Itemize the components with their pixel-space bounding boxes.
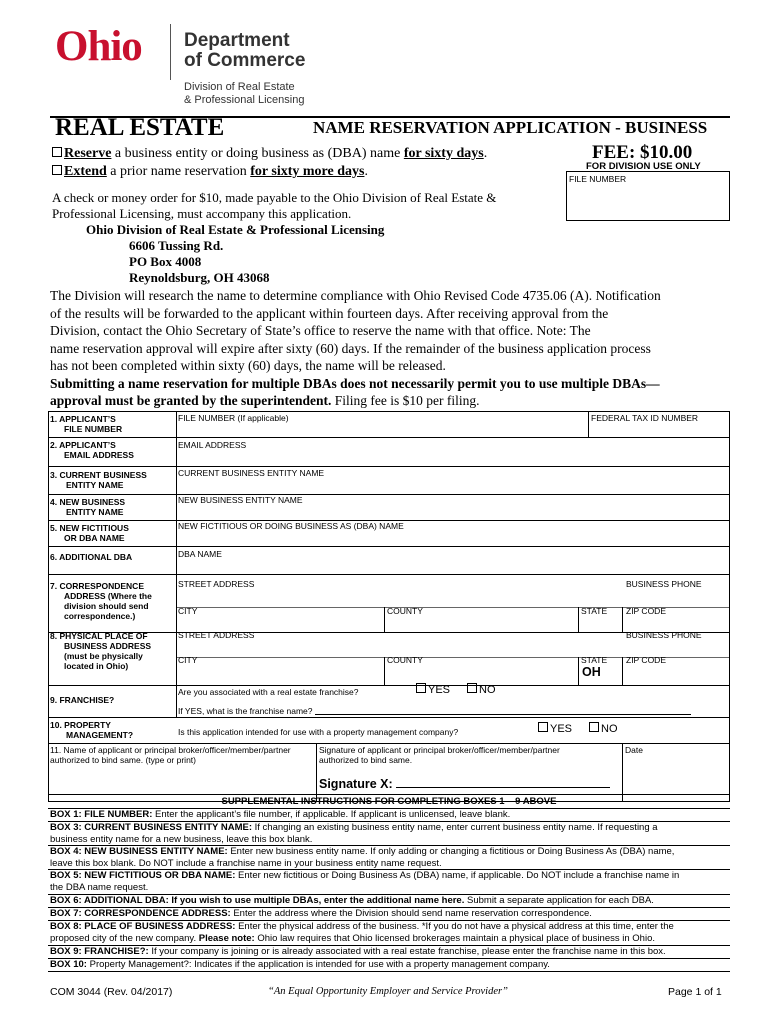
correspondence-zip-field[interactable]: ZIP CODE: [626, 606, 666, 616]
physical-county-field[interactable]: COUNTY: [387, 655, 423, 665]
instruction-box9: BOX 9: FRANCHISE?: If your company is joining or is already associated with a real estate franchise, please enter the franchise name in this box.: [50, 946, 666, 957]
department-name-line2: of Commerce: [184, 50, 306, 71]
new-dba-field[interactable]: NEW FICTITIOUS OR DOING BUSINESS AS (DBA) NAME: [178, 521, 404, 531]
signature-field-label: Signature of applicant or principal broker/officer/member/partner authorized to bind same.: [319, 745, 560, 765]
ohio-logo: Ohio: [55, 23, 142, 70]
physical-state-field[interactable]: STATE: [581, 655, 608, 665]
application-title: NAME RESERVATION APPLICATION - BUSINESS: [313, 118, 708, 137]
division-use-label: FOR DIVISION USE ONLY: [586, 161, 701, 172]
logo-divider: [170, 24, 171, 80]
reserve-word: Reserve: [64, 146, 112, 161]
instruction-box7: BOX 7: CORRESPONDENCE ADDRESS: Enter the address where the Division should send name reservation correspondence.: [50, 908, 592, 919]
notice-bold-line2: approval must be granted by the superintendent.: [50, 393, 332, 408]
property-management-yes-checkbox[interactable]: [538, 722, 548, 732]
physical-address-label: 8. PHYSICAL PLACE OF BUSINESS ADDRESS (must be physically located in Ohio): [50, 631, 152, 671]
physical-city-field[interactable]: CITY: [178, 655, 198, 665]
property-management-label: 10. PROPERTY MANAGEMENT?: [50, 720, 134, 740]
new-business-entity-field[interactable]: NEW BUSINESS ENTITY NAME: [178, 495, 303, 505]
current-business-entity-field[interactable]: CURRENT BUSINESS ENTITY NAME: [178, 468, 325, 478]
form-number: COM 3044 (Rev. 04/2017): [50, 986, 173, 998]
applicant-file-number-label: 1. APPLICANT’S FILE NUMBER: [50, 414, 123, 434]
additional-dba-field[interactable]: DBA NAME: [178, 549, 222, 559]
franchise-no-option[interactable]: NO: [467, 683, 496, 696]
instruction-rule-9: [48, 971, 730, 972]
new-dba-label: 5. NEW FICTITIOUS OR DBA NAME: [50, 523, 129, 543]
correspondence-phone-field[interactable]: BUSINESS PHONE: [626, 579, 702, 589]
current-business-label: 3. CURRENT BUSINESS ENTITY NAME: [50, 470, 147, 490]
page-title-real-estate: REAL ESTATE: [55, 114, 225, 141]
division-name-line2: & Professional Licensing: [184, 94, 305, 106]
correspondence-address-label: 7. CORRESPONDENCE ADDRESS (Where the division should send correspondence.): [50, 581, 152, 621]
page-number: Page 1 of 1: [668, 986, 722, 998]
instruction-box8: BOX 8: PLACE OF BUSINESS ADDRESS: Enter the physical address of the business. *If you do not have a physical address at this time, enter the proposed city of the new company. Please note: Ohio law requires that Ohio licensed brokerages maintain a physical place of business in Ohio.: [50, 921, 674, 944]
notice-paragraph: [50, 287, 730, 410]
supplemental-top-rule: [48, 794, 730, 795]
signature-line[interactable]: Signature X:: [319, 777, 610, 791]
notice-line4: name reservation approval will expire after sixty (60) days. If the remainder of the business application process: [50, 340, 651, 356]
property-management-question: Is this application intended for use with a property management company?: [178, 727, 459, 737]
instruction-box1: BOX 1: FILE NUMBER: Enter the applicant’s file number, if applicable. If applicant is unlicensed, leave blank.: [50, 809, 511, 820]
franchise-yes-checkbox[interactable]: [416, 683, 426, 693]
franchise-label: 9. FRANCHISE?: [50, 695, 115, 705]
fee-amount: FEE: $10.00: [592, 142, 693, 163]
supplemental-title: SUPPLEMENTAL INSTRUCTIONS FOR COMPLETING BOXES 1 – 9 ABOVE: [221, 796, 557, 807]
correspondence-county-field[interactable]: COUNTY: [387, 606, 423, 616]
extend-word: Extend: [64, 164, 107, 179]
correspondence-state-field[interactable]: STATE: [581, 606, 608, 616]
applicant-email-label: 2. APPLICANT’S EMAIL ADDRESS: [50, 440, 134, 460]
physical-phone-field[interactable]: BUSINESS PHONE: [626, 630, 702, 640]
notice-line1: The Division will research the name to determine compliance with Ohio Revised Code 4735.06 (A). Notification: [50, 288, 661, 303]
franchise-question: Are you associated with a real estate franchise?: [178, 687, 359, 697]
physical-state-value: OH: [582, 665, 601, 679]
physical-zip-field[interactable]: ZIP CODE: [626, 655, 666, 665]
mailing-address-line4: Reynoldsburg, OH 43068: [129, 270, 270, 285]
correspondence-street-field[interactable]: STREET ADDRESS: [178, 579, 255, 589]
instruction-box4: BOX 4: NEW BUSINESS ENTITY NAME: Enter new business entity name. If only adding or changing a fictitious or Doing Business As (DBA) name, leave this box blank. Do NOT include a franchise name in your business entity name request.: [50, 846, 675, 869]
mailing-address-line3: PO Box 4008: [129, 254, 202, 269]
correspondence-city-field[interactable]: CITY: [178, 606, 198, 616]
physical-street-field[interactable]: STREET ADDRESS: [178, 630, 255, 640]
applicant-file-number-field[interactable]: FILE NUMBER (If applicable): [178, 413, 289, 423]
franchise-yes-option[interactable]: YES: [416, 683, 450, 696]
notice-line3: Division, contact the Ohio Secretary of State’s office to reserve the name with that office. Note: The: [50, 323, 591, 338]
filing-fee-text: Filing fee is $10 per filing.: [331, 393, 480, 408]
division-file-number-label: FILE NUMBER: [569, 174, 627, 184]
franchise-no-checkbox[interactable]: [467, 683, 477, 693]
extend-period: for sixty more days: [250, 164, 365, 179]
division-file-number-box: [566, 171, 730, 221]
payment-line1: A check or money order for $10, made payable to the Ohio Division of Real Estate &: [52, 190, 497, 205]
additional-dba-label: 6. ADDITIONAL DBA: [50, 552, 133, 562]
mailing-address-line1: Ohio Division of Real Estate & Professional Licensing: [86, 222, 385, 237]
extend-text: a prior name reservation: [106, 164, 251, 179]
franchise-name-field[interactable]: If YES, what is the franchise name?: [178, 706, 691, 716]
instruction-box10: BOX 10: Property Management?: Indicates if the application is intended for use with a property management company.: [50, 959, 550, 970]
notice-bold-line1: Submitting a name reservation for multiple DBAs does not necessarily permit you to use multiple DBAs—: [50, 375, 660, 391]
extend-option[interactable]: Extend a prior name reservation for sixty more days.: [52, 164, 368, 180]
application-form: [48, 411, 730, 823]
mailing-address-line2: 6606 Tussing Rd.: [129, 238, 224, 253]
federal-tax-id-field[interactable]: FEDERAL TAX ID NUMBER: [591, 413, 699, 423]
instruction-box6: BOX 6: ADDITIONAL DBA: If you wish to use multiple DBAs, enter the additional name here. Submit a separate application for each DBA.: [50, 895, 654, 906]
notice-line2: of the results will be forwarded to the applicant within fourteen days. After receiving approval from the: [50, 305, 609, 321]
new-business-label: 4. NEW BUSINESS ENTITY NAME: [50, 497, 126, 517]
equal-opportunity-motto: “An Equal Opportunity Employer and Service Provider”: [268, 986, 508, 997]
applicant-email-field[interactable]: EMAIL ADDRESS: [178, 440, 247, 450]
reserve-period: for sixty days: [403, 146, 484, 161]
date-field[interactable]: Date: [625, 745, 643, 755]
applicant-name-field[interactable]: 11. Name of applicant or principal broker/officer/member/partner authorized to bind same. (type or print): [50, 745, 291, 765]
reserve-option[interactable]: Reserve a business entity or doing business as (DBA) name for sixty days.: [52, 146, 487, 162]
property-management-no-option[interactable]: NO: [589, 722, 618, 735]
extend-checkbox[interactable]: [52, 165, 62, 175]
reserve-text: a business entity or doing business as (DBA) name: [111, 146, 404, 161]
property-management-no-checkbox[interactable]: [589, 722, 599, 732]
property-management-yes-option[interactable]: YES: [538, 722, 572, 735]
division-name-line1: Division of Real Estate: [184, 81, 295, 93]
payment-line2: Professional Licensing, must accompany this application.: [52, 206, 352, 221]
department-name-line1: Department: [184, 30, 290, 51]
reserve-checkbox[interactable]: [52, 147, 62, 157]
instruction-box3: BOX 3: CURRENT BUSINESS ENTITY NAME: If changing an existing business entity name, enter current business entity name. If requesting a business entity name for a new business, leave this box blank.: [50, 822, 658, 845]
notice-line5: has not been completed within sixty (60) days, the name will be released.: [50, 358, 446, 373]
instruction-box5: BOX 5: NEW FICTITIOUS OR DBA NAME: Enter new fictitious or Doing Business As (DBA) name, if applicable. Do NOT include a franchise name in the DBA name request.: [50, 870, 680, 893]
